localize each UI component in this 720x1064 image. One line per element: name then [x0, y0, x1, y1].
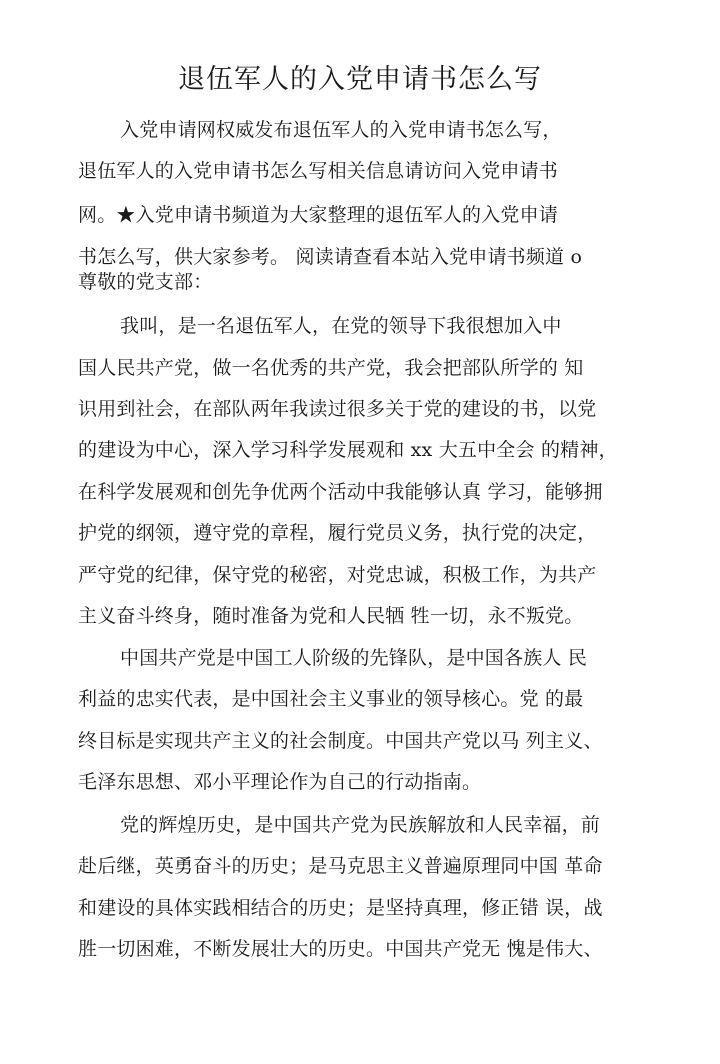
- intro-line-2: 退伍军人的入党申请书怎么写相关信息请访问入党申请书: [78, 160, 559, 182]
- paragraph1-line-3: 识用到社会，在部队两年我读过很多关于党的建设的书，以党: [78, 398, 597, 420]
- salutation: 尊敬的党支部：: [78, 271, 213, 293]
- intro-line-1: 入党申请网权威发布退伍军人的入党申请书怎么写，: [120, 119, 562, 141]
- paragraph1-line-7: 严守党的纪律，保守党的秘密，对党忠诚，积极工作，为共产: [78, 564, 597, 586]
- document-title: 退伍军人的入党申请书怎么写: [178, 64, 542, 95]
- paragraph1-line-4: 的建设为中心，深入学习科学发展观和 xx 大五中全会 的精神，: [78, 439, 618, 461]
- paragraph1-line-1: 我叫，是一名退伍军人，在党的领导下我很想加入中: [120, 315, 562, 337]
- paragraph1-line-8: 主义奋斗终身，随时准备为党和人民牺 牲一切，永不叛党。: [78, 605, 584, 627]
- paragraph3-line-1: 党的辉煌历史，是中国共产党为民族解放和人民幸福，前: [120, 814, 601, 836]
- paragraph1-line-2: 国人民共产党，做一名优秀的共产党，我会把部队所学的 知: [78, 357, 584, 379]
- paragraph2-line-1: 中国共产党是中国工人阶级的先锋队，是中国各族人 民: [120, 647, 588, 669]
- paragraph1-line-5: 在科学发展观和创先争优两个活动中我能够认真 学习，能够拥: [78, 481, 603, 503]
- paragraph2-line-3: 终目标是实现共产主义的社会制度。中国共产党以马 列主义、: [78, 730, 603, 752]
- paragraph3-line-4: 胜一切困难，不断发展壮大的历史。中国共产党无 愧是伟大、: [78, 938, 603, 960]
- paragraph3-line-2: 赴后继，英勇奋斗的历史；是马克思主义普遍原理同中国 革命: [78, 855, 603, 877]
- intro-line-4: 书怎么写，供大家参考。 阅读请查看本站入党申请书频道 o: [78, 246, 583, 268]
- paragraph3-line-3: 和建设的具体实践相结合的历史；是坚持真理，修正错 误，战: [78, 897, 603, 919]
- intro-line-3: 网。★入党申请书频道为大家整理的退伍军人的入党申请: [78, 204, 559, 226]
- paragraph1-line-6: 护党的纲领，遵守党的章程，履行党员义务，执行党的决定，: [78, 522, 597, 544]
- paragraph2-line-4: 毛泽东思想、邓小平理论作为自己的行动指南。: [78, 771, 482, 793]
- paragraph2-line-2: 利益的忠实代表，是中国社会主义事业的领导核心。党 的最: [78, 688, 584, 710]
